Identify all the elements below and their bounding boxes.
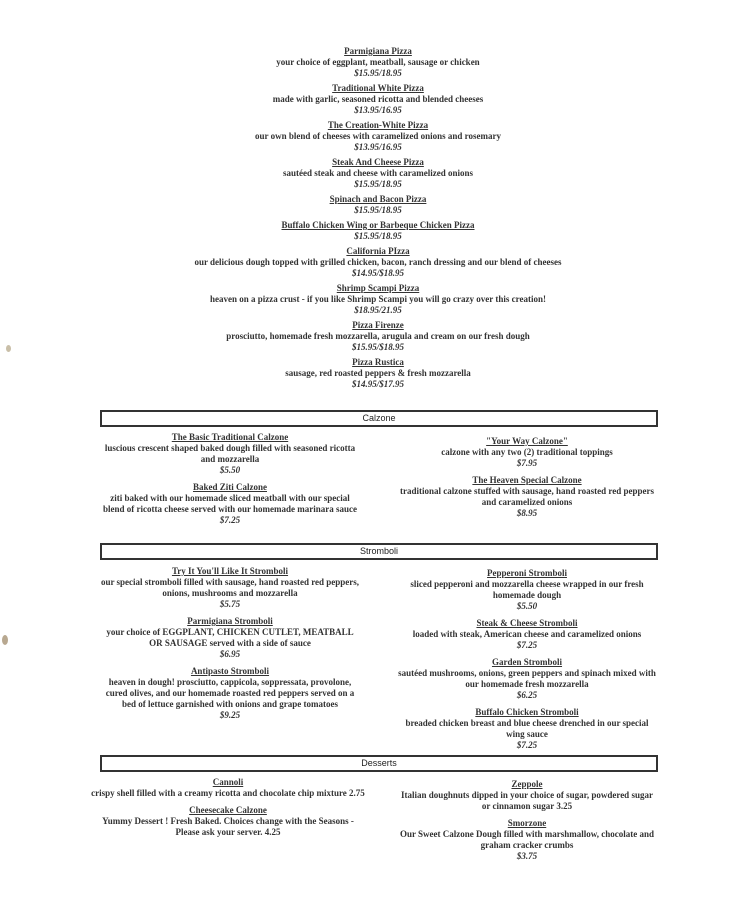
item-price: $5.75 [219, 599, 241, 609]
menu-item [150, 46, 606, 79]
item-name: Zeppole [511, 779, 543, 789]
item-name: Parmigiana Pizza [344, 46, 412, 56]
item-name: The Creation-White Pizza [327, 120, 429, 130]
item-price: $7.25 [219, 515, 241, 525]
paper-spot [2, 635, 8, 645]
item-name: Pizza Rustica [352, 357, 404, 367]
item-description: calzone with any two (2) traditional toppings [441, 447, 613, 457]
item-description: our delicious dough topped with grilled chicken, bacon, ranch dressing and our blend of cheeses [194, 257, 562, 267]
item-price: $5.50 [219, 465, 241, 475]
item-name: California PIzza [346, 246, 410, 256]
item-name: Try It You'll Like It Stromboli [171, 566, 289, 576]
menu-item [150, 120, 606, 153]
pizza-list [150, 46, 606, 394]
menu-item [396, 779, 658, 812]
item-description: crispy shell filled with a creamy ricotta and chocolate chip mixture 2.75 [91, 788, 365, 798]
menu-item [150, 83, 606, 116]
item-name: The Basic Traditional Calzone [171, 432, 289, 442]
item-description: sliced pepperoni and mozzarella cheese wrapped in our fresh homemade dough [410, 579, 644, 600]
item-price: $15.95/$18.95 [351, 342, 404, 352]
item-name: Steak & Cheese Stromboli [476, 618, 578, 628]
item-price: $6.25 [516, 690, 538, 700]
menu-item [396, 707, 658, 751]
item-name: Spinach and Bacon Pizza [329, 194, 427, 204]
item-description: traditional calzone stuffed with sausage, hand roasted red peppers and caramelized onions [400, 486, 654, 507]
item-name: Parmigiana Stromboli [187, 616, 273, 626]
item-name: Shrimp Scampi Pizza [336, 283, 420, 293]
menu-item [150, 246, 606, 279]
item-description: your choice of EGGPLANT, CHICKEN CUTLET, MEATBALL OR SAUSAGE served with a side of sauce [106, 627, 354, 648]
item-description: loaded with steak, American cheese and caramelized onions [412, 629, 642, 639]
item-name: Smorzone [507, 818, 547, 828]
menu-item [396, 818, 658, 862]
item-price: $5.50 [516, 601, 538, 611]
item-description: heaven in dough! prosciutto, cappicola, soppressata, provolone, cured olives, and our homemade roasted red peppers served on a bed of lettuce garnished with onions and grape tomatoes [105, 677, 355, 709]
menu-item [396, 568, 658, 612]
item-description: your choice of eggplant, meatball, sausage or chicken [276, 57, 480, 67]
desserts-right-column [396, 779, 658, 868]
item-description: our own blend of cheeses with caramelized onions and rosemary [255, 131, 501, 141]
item-name: Antipasto Stromboli [190, 666, 270, 676]
menu-item [100, 566, 360, 610]
item-name: Steak And Cheese Pizza [332, 157, 424, 167]
item-description: luscious crescent shaped baked dough filled with seasoned ricotta and mozzarella [104, 443, 356, 464]
item-name: The Heaven Special Calzone [472, 475, 582, 485]
item-description: made with garlic, seasoned ricotta and blended cheeses [272, 94, 484, 104]
item-price: $15.95/18.95 [354, 231, 402, 241]
item-price: $7.25 [516, 640, 538, 650]
item-price: $15.95/18.95 [354, 179, 402, 189]
item-name: Baked Ziti Calzone [192, 482, 267, 492]
item-price: $9.25 [219, 710, 241, 720]
item-description: prosciutto, homemade fresh mozzarella, arugula and cream on our fresh dough [226, 331, 530, 341]
section-header-calzone: Calzone [100, 410, 658, 427]
item-price: $3.75 [516, 851, 538, 861]
item-price: $6.95 [219, 649, 241, 659]
item-price: $14.95/$18.95 [351, 268, 404, 278]
item-description: ziti baked with our homemade sliced meatball with our special blend of ricotta cheese served with our homemade marinara sauce [102, 493, 358, 514]
menu-item [150, 320, 606, 353]
item-description: breaded chicken breast and blue cheese drenched in our special wing sauce [405, 718, 649, 739]
item-price: $7.25 [516, 740, 538, 750]
item-name: Cannoli [212, 777, 244, 787]
menu-item [150, 220, 606, 242]
menu-item [150, 357, 606, 390]
item-description: Our Sweet Calzone Dough filled with marshmallow, chocolate and graham cracker crumbs [399, 829, 655, 850]
item-description: Yummy Dessert ! Fresh Baked. Choices change with the Seasons - Please ask your server. 4.25 [102, 816, 354, 837]
menu-item [90, 777, 366, 799]
section-header-stromboli: Stromboli [100, 543, 658, 560]
item-description: Italian doughnuts dipped in your choice of sugar, powdered sugar or cinnamon sugar 3.25 [401, 790, 653, 811]
paper-spot [6, 345, 11, 352]
menu-item [396, 436, 658, 469]
menu-item [150, 194, 606, 216]
item-price: $15.95/18.95 [354, 205, 402, 215]
item-price: $13.95/16.95 [354, 142, 402, 152]
menu-item [150, 157, 606, 190]
item-name: Pepperoni Stromboli [487, 568, 567, 578]
menu-item [90, 805, 366, 838]
item-description: our special stromboli filled with sausage, hand roasted red peppers, onions, mushrooms and mozzarella [100, 577, 360, 598]
item-description: sautéed steak and cheese with caramelized onions [283, 168, 473, 178]
item-description: sautéed mushrooms, onions, green peppers and spinach mixed with our homemade fresh mozzarella [398, 668, 656, 689]
menu-item [396, 475, 658, 519]
section-header-desserts: Desserts [100, 755, 658, 772]
item-price: $7.95 [516, 458, 538, 468]
item-name: Pizza Firenze [352, 320, 404, 330]
item-price: $13.95/16.95 [354, 105, 402, 115]
stromboli-left-column [100, 566, 360, 727]
menu-item [100, 432, 360, 476]
item-name: Buffalo Chicken Wing or Barbeque Chicken Pizza [281, 220, 475, 230]
menu-item [396, 618, 658, 651]
menu-item [150, 283, 606, 316]
item-name: Cheesecake Calzone [189, 805, 267, 815]
menu-item [100, 616, 360, 660]
menu-item [100, 666, 360, 721]
stromboli-right-column [396, 568, 658, 757]
item-name: "Your Way Calzone" [486, 436, 568, 446]
item-description: heaven on a pizza crust - if you like Shrimp Scampi you will go crazy over this creation! [210, 294, 546, 304]
item-description: sausage, red roasted peppers & fresh mozzarella [285, 368, 471, 378]
item-price: $8.95 [516, 508, 538, 518]
desserts-left-column [90, 777, 366, 844]
menu-item [396, 657, 658, 701]
calzone-right-column [396, 436, 658, 525]
item-name: Garden Stromboli [491, 657, 563, 667]
item-price: $18.95/21.95 [354, 305, 402, 315]
item-name: Buffalo Chicken Stromboli [475, 707, 579, 717]
calzone-left-column [100, 432, 360, 532]
menu-item [100, 482, 360, 526]
item-price: $14.95/$17.95 [351, 379, 404, 389]
item-name: Traditional White Pizza [332, 83, 424, 93]
item-price: $15.95/18.95 [354, 68, 402, 78]
